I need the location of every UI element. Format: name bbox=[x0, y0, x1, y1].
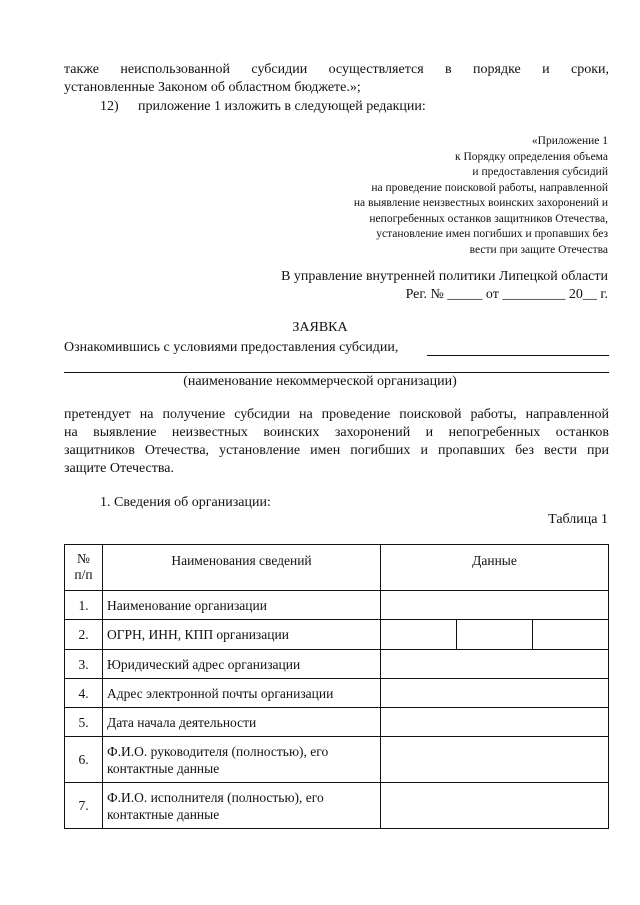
row-data-cell[interactable] bbox=[381, 708, 609, 737]
appendix-header-line: к Порядку определения объема bbox=[454, 150, 608, 163]
row-name: Дата начала деятельности bbox=[103, 708, 381, 737]
row-data-cell[interactable] bbox=[381, 679, 609, 708]
inn-cell[interactable] bbox=[456, 620, 532, 649]
row-number: 3. bbox=[65, 650, 103, 679]
item-12-number: 12) bbox=[100, 99, 119, 114]
kpp-cell[interactable] bbox=[532, 620, 608, 649]
table-row bbox=[65, 783, 609, 829]
appendix-header-line: на выявление неизвестных воинских захоронений и bbox=[353, 197, 608, 209]
intro-line-1: также неиспользованной субсидии осуществляется в порядке и сроки, bbox=[64, 62, 609, 77]
row-number: 1. bbox=[65, 591, 103, 620]
claim-line: претендует на получение субсидии на проведение поисковой работы, направленной bbox=[64, 407, 609, 422]
addressee-line-1: В управление внутренней политики Липецкой области bbox=[281, 269, 608, 284]
row-data-cell-split bbox=[381, 620, 609, 650]
row-data-cell[interactable] bbox=[381, 591, 609, 620]
claim-line: защите Отечества. bbox=[64, 461, 175, 476]
appendix-header-line: и предоставления субсидий bbox=[472, 166, 608, 178]
table-label: Таблица 1 bbox=[548, 512, 608, 527]
acquaint-text: Ознакомившись с условиями предоставления субсидии, bbox=[64, 340, 399, 355]
table-row bbox=[65, 679, 609, 708]
row-name: Наименование организации bbox=[103, 591, 381, 620]
appendix-header bbox=[278, 134, 608, 258]
row-name: Ф.И.О. руководителя (полностью), его контактные данные bbox=[103, 737, 381, 783]
appendix-header-line: «Приложение 1 bbox=[531, 135, 608, 147]
item-12-text: приложение 1 изложить в следующей редакции: bbox=[138, 99, 426, 114]
claim-line: на выявление неизвестных воинских захоронений и непогребенных останков bbox=[64, 425, 609, 440]
appendix-header-line: установление имен погибших и пропавших без bbox=[376, 228, 608, 240]
row-number: 7. bbox=[65, 783, 103, 829]
organization-info-table bbox=[64, 544, 609, 829]
fill-line bbox=[427, 355, 609, 356]
table-row bbox=[65, 650, 609, 679]
table-row bbox=[65, 591, 609, 620]
row-number: 2. bbox=[65, 620, 103, 650]
header-number: № п/п bbox=[65, 545, 103, 591]
row-name: ОГРН, ИНН, КПП организации bbox=[103, 620, 381, 650]
row-name: Ф.И.О. исполнителя (полностью), его контактные данные bbox=[103, 783, 381, 829]
appendix-header-line: вести при защите Отечества bbox=[469, 243, 608, 256]
org-caption: (наименование некоммерческой организации) bbox=[183, 374, 457, 389]
table-row bbox=[65, 620, 609, 650]
appendix-header-line: на проведение поисковой работы, направленной bbox=[371, 181, 608, 194]
row-number: 6. bbox=[65, 737, 103, 783]
row-data-cell[interactable] bbox=[381, 737, 609, 783]
ogrn-cell[interactable] bbox=[381, 620, 456, 649]
section-1-heading: 1. Сведения об организации: bbox=[100, 495, 271, 510]
header-name: Наименования сведений bbox=[103, 545, 381, 591]
fill-line bbox=[64, 372, 609, 373]
row-data-cell[interactable] bbox=[381, 650, 609, 679]
registration-line: Рег. № _____ от _________ 20__ г. bbox=[405, 287, 608, 302]
document-title: ЗАЯВКА bbox=[292, 320, 348, 335]
row-number: 4. bbox=[65, 679, 103, 708]
table-row bbox=[65, 708, 609, 737]
claim-line: защитников Отечества, установление имен погибших и пропавших без вести при bbox=[64, 443, 609, 458]
appendix-header-line: непогребенных останков защитников Отечества, bbox=[369, 212, 608, 225]
table-header-row bbox=[65, 545, 609, 591]
row-name: Юридический адрес организации bbox=[103, 650, 381, 679]
header-data: Данные bbox=[381, 545, 609, 591]
row-number: 5. bbox=[65, 708, 103, 737]
intro-line-2: установленные Законом об областном бюджете.»; bbox=[64, 80, 361, 95]
row-data-cell[interactable] bbox=[381, 783, 609, 829]
row-name: Адрес электронной почты организации bbox=[103, 679, 381, 708]
table-row bbox=[65, 737, 609, 783]
